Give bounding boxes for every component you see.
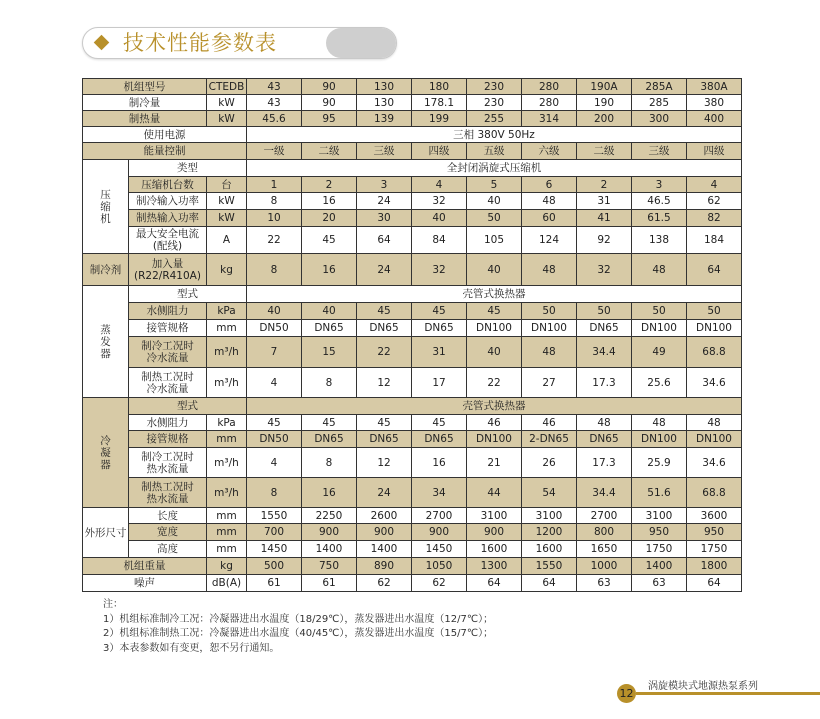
- cell-value: 43: [247, 79, 302, 95]
- cell-value: 1450: [247, 541, 302, 558]
- cell-value: 2700: [412, 508, 467, 524]
- cell-value: 3100: [467, 508, 522, 524]
- table-row: [83, 143, 742, 160]
- cell-value: 190: [577, 95, 632, 111]
- cell-value: 314: [522, 111, 577, 127]
- cell-value: 30: [357, 210, 412, 227]
- cell-value: DN65: [412, 431, 467, 448]
- cell-value: DN65: [577, 431, 632, 448]
- cell-value: 90: [302, 95, 357, 111]
- cell-value: 1200: [522, 524, 577, 541]
- cell-value: 61: [247, 575, 302, 592]
- cell-value: 10: [247, 210, 302, 227]
- cell-value: 900: [467, 524, 522, 541]
- cell-value: 68.8: [687, 478, 742, 508]
- cell-value: 4: [412, 177, 467, 193]
- cell-value: 3100: [632, 508, 687, 524]
- cell-value: 64: [522, 575, 577, 592]
- cell-value: 1450: [412, 541, 467, 558]
- row-unit: A: [207, 227, 247, 254]
- cell-value: 62: [687, 193, 742, 210]
- cell-value: 45: [412, 415, 467, 431]
- row-label: 水侧阻力: [129, 415, 207, 431]
- cell-value: 60: [522, 210, 577, 227]
- cell-value: 3: [632, 177, 687, 193]
- cell-value: DN100: [632, 320, 687, 337]
- cell-value: 3: [357, 177, 412, 193]
- cell-value: 46: [522, 415, 577, 431]
- cell-value: 3100: [522, 508, 577, 524]
- cell-value: 4: [687, 177, 742, 193]
- cell-value: DN65: [302, 431, 357, 448]
- cell-value: 15: [302, 337, 357, 368]
- cell-value: 34: [412, 478, 467, 508]
- cell-value: 8: [247, 254, 302, 286]
- row-label: 长度: [129, 508, 207, 524]
- cell-value: 890: [357, 558, 412, 575]
- cell-value: 40: [467, 193, 522, 210]
- cell-value: 一级: [247, 143, 302, 160]
- table-row: [83, 227, 742, 254]
- cell-value: 31: [577, 193, 632, 210]
- cell-value: 34.6: [687, 368, 742, 398]
- row-label: 制热输入功率: [129, 210, 207, 227]
- cell-value: 8: [302, 368, 357, 398]
- row-label: 制热工况时 热水流量: [129, 478, 207, 508]
- cell-value: 45: [302, 415, 357, 431]
- cell-value: 16: [302, 254, 357, 286]
- cell-value: 24: [357, 254, 412, 286]
- cell-value: DN50: [247, 431, 302, 448]
- spec-table: [82, 78, 742, 592]
- cell-value: 21: [467, 448, 522, 478]
- cell-value: 1600: [467, 541, 522, 558]
- table-row: [83, 508, 742, 524]
- note-item: 1）机组标准制冷工况：冷凝器进出水温度（18/29℃），蒸发器进出水温度（12/7℃）；: [103, 613, 494, 625]
- cell-value: 64: [357, 227, 412, 254]
- cell-value: 1300: [467, 558, 522, 575]
- table-row: [83, 303, 742, 320]
- cell-value: 43: [247, 95, 302, 111]
- diamond-bullet-icon: [94, 35, 110, 51]
- row-label: 制冷工况时 冷水流量: [129, 337, 207, 368]
- row-group-label: 制冷剂: [83, 254, 129, 286]
- cell-value: 61.5: [632, 210, 687, 227]
- cell-value: 900: [357, 524, 412, 541]
- row-label: 高度: [129, 541, 207, 558]
- banner-gray-tab: [326, 28, 396, 58]
- row-unit: kg: [207, 558, 247, 575]
- cell-value: 17: [412, 368, 467, 398]
- table-row: [83, 524, 742, 541]
- cell-value: 二级: [577, 143, 632, 160]
- cell-value: 48: [522, 254, 577, 286]
- cell-value: 5: [467, 177, 522, 193]
- cell-value: 180: [412, 79, 467, 95]
- cell-value: 400: [687, 111, 742, 127]
- cell-value: 64: [687, 575, 742, 592]
- cell-value: 50: [522, 303, 577, 320]
- cell-value: 3600: [687, 508, 742, 524]
- cell-value: 50: [467, 210, 522, 227]
- cell-value: 46: [467, 415, 522, 431]
- cell-value: 61: [302, 575, 357, 592]
- cell-value: 40: [412, 210, 467, 227]
- table-row: [83, 558, 742, 575]
- row-label: 噪声: [83, 575, 207, 592]
- cell-value: 24: [357, 478, 412, 508]
- row-unit: kg: [207, 254, 247, 286]
- table-row: [83, 575, 742, 592]
- table-row: [83, 95, 742, 111]
- row-label: 型式: [129, 398, 247, 415]
- cell-value: 280: [522, 79, 577, 95]
- cell-value: 184: [687, 227, 742, 254]
- cell-value: 2700: [577, 508, 632, 524]
- cell-value: 500: [247, 558, 302, 575]
- table-row: [83, 448, 742, 478]
- row-unit: m³/h: [207, 337, 247, 368]
- cell-value: DN100: [467, 431, 522, 448]
- cell-value: 190A: [577, 79, 632, 95]
- cell-value: 41: [577, 210, 632, 227]
- cell-value: 44: [467, 478, 522, 508]
- row-unit: kPa: [207, 415, 247, 431]
- row-label: 制冷输入功率: [129, 193, 207, 210]
- table-row: [83, 320, 742, 337]
- cell-value: 285: [632, 95, 687, 111]
- row-label: 水侧阻力: [129, 303, 207, 320]
- cell-value: 1000: [577, 558, 632, 575]
- table-row: [83, 79, 742, 95]
- page-number: 12: [617, 684, 636, 703]
- cell-value: DN65: [357, 320, 412, 337]
- cell-value: DN100: [632, 431, 687, 448]
- cell-value: 46.5: [632, 193, 687, 210]
- cell-value: 三级: [357, 143, 412, 160]
- cell-value: 95: [302, 111, 357, 127]
- cell-value: 1800: [687, 558, 742, 575]
- row-unit: kW: [207, 210, 247, 227]
- table-row: [83, 160, 742, 177]
- row-group-label: 外形尺寸: [83, 508, 129, 558]
- row-unit: mm: [207, 320, 247, 337]
- cell-value: 280: [522, 95, 577, 111]
- cell-value: 62: [412, 575, 467, 592]
- table-row: [83, 368, 742, 398]
- cell-value: 22: [467, 368, 522, 398]
- cell-value: 49: [632, 337, 687, 368]
- notes-heading: 注：: [103, 599, 123, 610]
- table-row: [83, 210, 742, 227]
- row-unit: mm: [207, 431, 247, 448]
- table-row: [83, 177, 742, 193]
- table-row: [83, 415, 742, 431]
- cell-value: 130: [357, 95, 412, 111]
- row-label: 接管规格: [129, 320, 207, 337]
- cell-value: 16: [412, 448, 467, 478]
- series-name: 涡旋模块式地源热泵系列: [648, 681, 758, 692]
- cell-value: 199: [412, 111, 467, 127]
- cell-value: 950: [687, 524, 742, 541]
- table-row: [83, 286, 742, 303]
- cell-value: 40: [467, 337, 522, 368]
- cell-value: 48: [577, 415, 632, 431]
- cell-value: 1550: [247, 508, 302, 524]
- table-row: [83, 193, 742, 210]
- cell-value: 24: [357, 193, 412, 210]
- cell-value: 12: [357, 368, 412, 398]
- row-label: 制热工况时 冷水流量: [129, 368, 207, 398]
- table-row: [83, 398, 742, 415]
- row-group-label: 压 缩 机: [83, 160, 129, 254]
- cell-value: 12: [357, 448, 412, 478]
- cell-value: 68.8: [687, 337, 742, 368]
- cell-value: 64: [467, 575, 522, 592]
- row-unit: kW: [207, 193, 247, 210]
- cell-value: 40: [247, 303, 302, 320]
- cell-value: 6: [522, 177, 577, 193]
- table-row: [83, 541, 742, 558]
- cell-value: 40: [302, 303, 357, 320]
- row-unit: kPa: [207, 303, 247, 320]
- table-row: [83, 478, 742, 508]
- cell-value: 124: [522, 227, 577, 254]
- cell-value: DN100: [467, 320, 522, 337]
- cell-value: 900: [412, 524, 467, 541]
- cell-value: 45.6: [247, 111, 302, 127]
- row-label: 接管规格: [129, 431, 207, 448]
- cell-value: 48: [522, 337, 577, 368]
- cell-value: 1: [247, 177, 302, 193]
- cell-value: 4: [247, 368, 302, 398]
- cell-value: 45: [247, 415, 302, 431]
- cell-value: 三级: [632, 143, 687, 160]
- cell-value: 26: [522, 448, 577, 478]
- cell-value: 17.3: [577, 448, 632, 478]
- cell-value: 34.6: [687, 448, 742, 478]
- cell-value: 139: [357, 111, 412, 127]
- cell-value: 1050: [412, 558, 467, 575]
- cell-value: 255: [467, 111, 522, 127]
- cell-value: DN65: [577, 320, 632, 337]
- cell-value: 45: [357, 415, 412, 431]
- cell-value: 800: [577, 524, 632, 541]
- row-unit: mm: [207, 524, 247, 541]
- cell-value: 230: [467, 79, 522, 95]
- cell-value: 四级: [412, 143, 467, 160]
- cell-value: 50: [687, 303, 742, 320]
- cell-value: 1400: [357, 541, 412, 558]
- cell-value: 34.4: [577, 478, 632, 508]
- cell-value: 138: [632, 227, 687, 254]
- section-title-banner: [82, 27, 397, 59]
- notes: [103, 598, 493, 656]
- cell-value: 16: [302, 478, 357, 508]
- row-value-span: 壳管式换热器: [247, 398, 742, 415]
- cell-value: 90: [302, 79, 357, 95]
- cell-value: 27: [522, 368, 577, 398]
- row-label: 制冷工况时 热水流量: [129, 448, 207, 478]
- table-row: [83, 337, 742, 368]
- cell-value: 178.1: [412, 95, 467, 111]
- cell-value: 7: [247, 337, 302, 368]
- cell-value: 1400: [302, 541, 357, 558]
- cell-value: 45: [357, 303, 412, 320]
- cell-value: DN65: [412, 320, 467, 337]
- cell-value: 32: [412, 254, 467, 286]
- row-label: 压缩机台数: [129, 177, 207, 193]
- page-title: 技术性能参数表: [123, 31, 277, 55]
- row-unit: m³/h: [207, 478, 247, 508]
- cell-value: 1650: [577, 541, 632, 558]
- row-unit: dB(A): [207, 575, 247, 592]
- cell-value: 1600: [522, 541, 577, 558]
- cell-value: 32: [412, 193, 467, 210]
- cell-value: 900: [302, 524, 357, 541]
- row-label: 机组重量: [83, 558, 207, 575]
- row-value-span: 三相 380V 50Hz: [247, 127, 742, 143]
- cell-value: 285A: [632, 79, 687, 95]
- cell-value: 8: [302, 448, 357, 478]
- row-label: 最大安全电流 (配线): [129, 227, 207, 254]
- table-row: [83, 431, 742, 448]
- row-unit: m³/h: [207, 368, 247, 398]
- table-row: [83, 254, 742, 286]
- row-unit: mm: [207, 541, 247, 558]
- cell-value: 2: [577, 177, 632, 193]
- cell-value: 二级: [302, 143, 357, 160]
- cell-value: 300: [632, 111, 687, 127]
- row-unit: kW: [207, 95, 247, 111]
- cell-value: 750: [302, 558, 357, 575]
- cell-value: DN50: [247, 320, 302, 337]
- cell-value: 380A: [687, 79, 742, 95]
- footer-rule: [636, 692, 820, 695]
- cell-value: 8: [247, 478, 302, 508]
- cell-value: 48: [632, 415, 687, 431]
- row-label: 类型: [129, 160, 247, 177]
- cell-value: 25.6: [632, 368, 687, 398]
- row-label: 制冷量: [83, 95, 207, 111]
- cell-value: 50: [632, 303, 687, 320]
- cell-value: 4: [247, 448, 302, 478]
- row-label: 机组型号: [83, 79, 207, 95]
- row-label: 能量控制: [83, 143, 247, 160]
- cell-value: 五级: [467, 143, 522, 160]
- cell-value: 六级: [522, 143, 577, 160]
- cell-value: 950: [632, 524, 687, 541]
- cell-value: 16: [302, 193, 357, 210]
- row-unit: 台: [207, 177, 247, 193]
- cell-value: 32: [577, 254, 632, 286]
- row-label: 型式: [129, 286, 247, 303]
- cell-value: 64: [687, 254, 742, 286]
- row-label: 使用电源: [83, 127, 247, 143]
- cell-value: 31: [412, 337, 467, 368]
- cell-value: 22: [357, 337, 412, 368]
- cell-value: 82: [687, 210, 742, 227]
- cell-value: DN100: [687, 320, 742, 337]
- cell-value: 25.9: [632, 448, 687, 478]
- row-value-span: 全封闭涡旋式压缩机: [247, 160, 742, 177]
- row-label: 制热量: [83, 111, 207, 127]
- table-row: [83, 111, 742, 127]
- cell-value: DN100: [687, 431, 742, 448]
- cell-value: 8: [247, 193, 302, 210]
- cell-value: 34.4: [577, 337, 632, 368]
- cell-value: 2600: [357, 508, 412, 524]
- cell-value: DN100: [522, 320, 577, 337]
- cell-value: 四级: [687, 143, 742, 160]
- cell-value: 45: [412, 303, 467, 320]
- row-unit: m³/h: [207, 448, 247, 478]
- cell-value: 200: [577, 111, 632, 127]
- cell-value: DN65: [302, 320, 357, 337]
- cell-value: 22: [247, 227, 302, 254]
- cell-value: 48: [632, 254, 687, 286]
- note-item: 2）机组标准制热工况：冷凝器进出水温度（40/45℃），蒸发器进出水温度（15/7℃）；: [103, 628, 494, 639]
- cell-value: 1400: [632, 558, 687, 575]
- cell-value: 48: [687, 415, 742, 431]
- cell-value: 230: [467, 95, 522, 111]
- cell-value: 2250: [302, 508, 357, 524]
- cell-value: 2-DN65: [522, 431, 577, 448]
- cell-value: 105: [467, 227, 522, 254]
- cell-value: 84: [412, 227, 467, 254]
- cell-value: 1750: [687, 541, 742, 558]
- cell-value: 62: [357, 575, 412, 592]
- row-unit: kW: [207, 111, 247, 127]
- cell-value: 2: [302, 177, 357, 193]
- cell-value: 20: [302, 210, 357, 227]
- row-group-label: 冷 凝 器: [83, 398, 129, 508]
- cell-value: 63: [632, 575, 687, 592]
- cell-value: 17.3: [577, 368, 632, 398]
- cell-value: 700: [247, 524, 302, 541]
- cell-value: 380: [687, 95, 742, 111]
- cell-value: 63: [577, 575, 632, 592]
- row-value-span: 壳管式换热器: [247, 286, 742, 303]
- row-unit: mm: [207, 508, 247, 524]
- cell-value: 45: [467, 303, 522, 320]
- cell-value: 1750: [632, 541, 687, 558]
- cell-value: 50: [577, 303, 632, 320]
- row-group-label: 蒸 发 器: [83, 286, 129, 398]
- note-item: 3）本表参数如有变更，恕不另行通知。: [103, 642, 280, 654]
- table-row: [83, 127, 742, 143]
- row-label: 加入量 (R22/R410A): [129, 254, 207, 286]
- cell-value: 54: [522, 478, 577, 508]
- cell-value: DN65: [357, 431, 412, 448]
- cell-value: 40: [467, 254, 522, 286]
- row-label: 宽度: [129, 524, 207, 541]
- cell-value: 45: [302, 227, 357, 254]
- cell-value: 92: [577, 227, 632, 254]
- cell-value: 1550: [522, 558, 577, 575]
- cell-value: 48: [522, 193, 577, 210]
- cell-value: 51.6: [632, 478, 687, 508]
- row-unit: CTEDB: [207, 79, 247, 95]
- cell-value: 130: [357, 79, 412, 95]
